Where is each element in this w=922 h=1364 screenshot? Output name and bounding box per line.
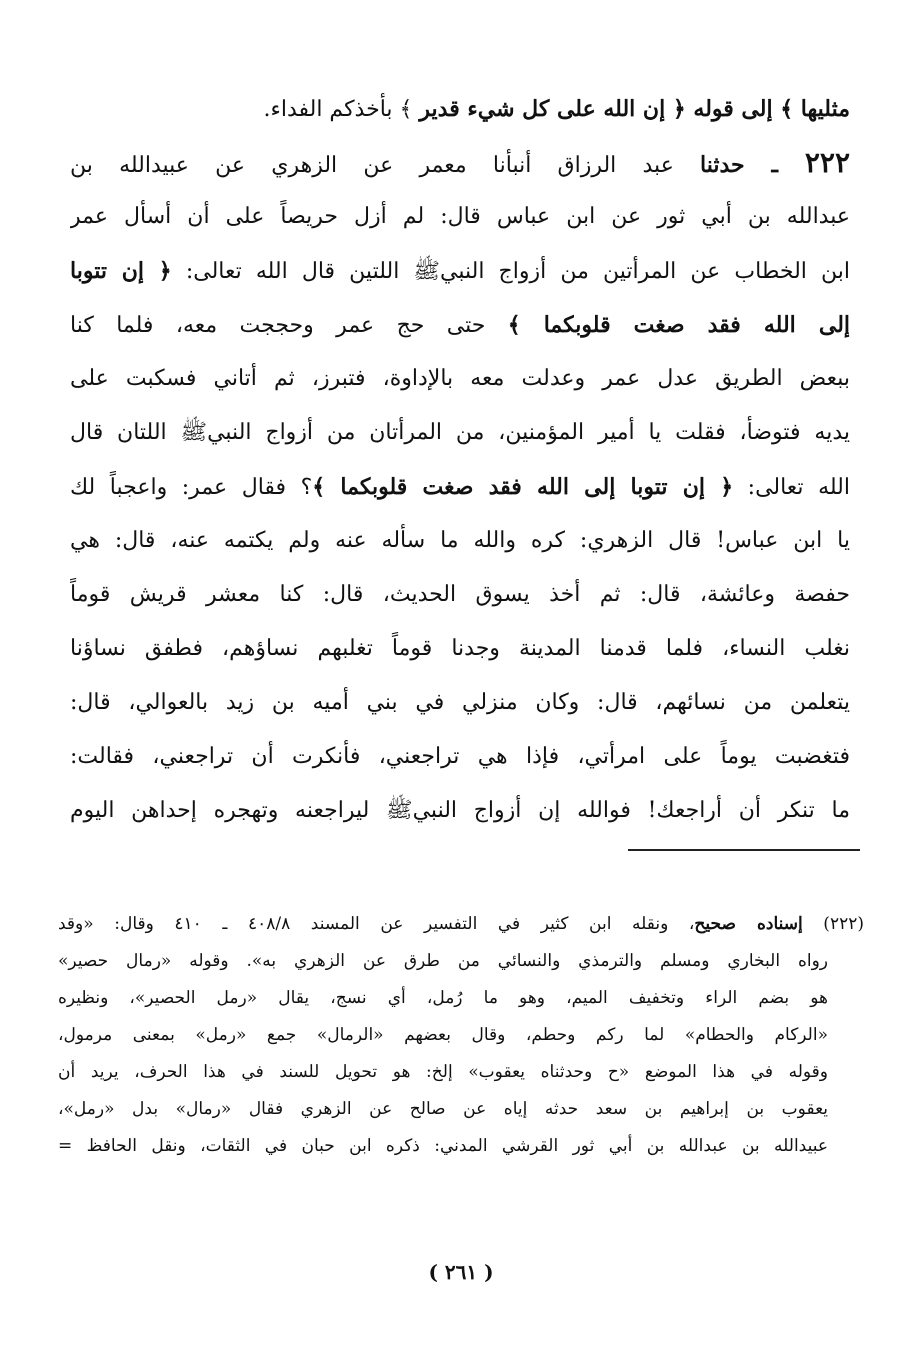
footnote-text: «الركام والحطام» لما ركم وحطم، وقال بعضهم «الرمال» جمع «رمل» بمعنى مرمول،	[58, 1025, 828, 1045]
main-text: ﴾ بأخذكم الفداء.	[263, 97, 420, 122]
footnote-line	[58, 1017, 864, 1054]
main-text: عبدالله بن أبي ثور عن ابن عباس قال: لم أزل حريصاً على أن أسأل عمر	[70, 204, 850, 229]
main-bold-text: مثليها ﴾ إلى قوله ﴿	[665, 96, 850, 122]
main-text: ببعض الطريق عدل عمر وعدلت معه بالإداوة، فتبرز، ثم أتاني فسكبت على	[70, 366, 850, 391]
main-bold-text: ﴿ إن تتوبا إلى الله فقد صغت قلوبكما ﴾	[312, 474, 734, 500]
main-line	[70, 568, 850, 622]
main-text-body	[70, 82, 850, 838]
main-text: عبد الرزاق أنبأنا معمر عن الزهري عن عبيدالله بن	[70, 153, 701, 178]
main-line	[70, 784, 850, 838]
main-line	[70, 352, 850, 406]
main-text: نغلب النساء، فلما قدمنا المدينة وجدنا قوماً تغلبهم نساؤهم، فطفق نساؤنا	[70, 636, 850, 661]
footnote-line	[58, 906, 864, 943]
main-text: فتغضبت يوماً على امرأتي، فإذا هي تراجعني، فأنكرت أن تراجعني، فقالت:	[70, 744, 850, 769]
main-bold-text: ـ حدثنا	[700, 152, 805, 178]
footnote-text: وقوله في هذا الموضع «ح وحدثناه يعقوب» إلخ: هو تحويل للسند في هذا الحرف، يريد أن	[58, 1062, 828, 1082]
footnote-line	[58, 943, 864, 980]
footnote-text: هو بضم الراء وتخفيف الميم، وهو ما رُمل، أي نسج، يقال «رمل الحصير»، ونظيره	[58, 988, 828, 1008]
main-text: ؟ فقال عمر: واعجباً لك	[70, 475, 313, 500]
footnote-line	[58, 980, 864, 1017]
main-line	[70, 136, 850, 190]
footnote-line	[58, 1054, 864, 1091]
main-text: يتعلمن من نسائهم، قال: وكان منزلي في بني أميه بن زيد بالعوالي، قال:	[70, 690, 850, 715]
main-text: يا ابن عباس! قال الزهري: كره والله ما سأله عنه ولم يكتمه عنه، قال: هي	[70, 528, 850, 553]
page-number: ( ٢٦١ )	[428, 1260, 494, 1284]
footnote-text: ، ونقله ابن كثير في التفسير عن المسند ٤٠٨/٨ ـ ٤١٠ وقال: «وقد	[58, 914, 695, 934]
footnote-line	[58, 1128, 864, 1165]
main-line	[70, 676, 850, 730]
main-bold-text: إلى الله فقد صغت قلوبكما ﴾	[507, 312, 850, 338]
hadith-number: ٢٢٢	[804, 146, 850, 179]
main-line	[70, 298, 850, 352]
main-text: حفصة وعائشة، قال: ثم أخذ يسوق الحديث، قال: كنا معشر قريش قوماً	[70, 582, 850, 607]
footnote-line	[58, 1091, 864, 1128]
main-bold-text: ﴿ إن تتوبا	[70, 258, 172, 284]
footnote-text: (٢٢٢)	[802, 914, 864, 934]
footnote-text: رواه البخاري ومسلم والترمذي والنسائي من طرق عن الزهري به». وقوله «رمال حصير»	[58, 951, 828, 971]
main-line	[70, 730, 850, 784]
main-text: ابن الخطاب عن المرأتين من أزواج النبيﷺ اللتين قال الله تعالى:	[171, 259, 850, 284]
footnote-bold-text: إسناده صحيح	[694, 914, 803, 934]
main-text: ما تنكر أن أراجعك! فوالله إن أزواج النبيﷺ ليراجعنه وتهجره إحداهن اليوم	[70, 798, 850, 823]
main-text: الله تعالى:	[733, 475, 850, 500]
main-line	[70, 622, 850, 676]
main-line	[70, 460, 850, 514]
main-line	[70, 514, 850, 568]
main-line	[70, 190, 850, 244]
main-bold-text: إن الله على كل شيء قدير	[419, 96, 666, 122]
main-text: حتى حج عمر وحججت معه، فلما كنا	[70, 313, 508, 338]
main-text: يديه فتوضأ، فقلت يا أمير المؤمنين، من المرأتان من أزواج النبيﷺ اللتان قال	[70, 420, 850, 445]
footnotes-section	[58, 906, 864, 1165]
footnote-text: يعقوب بن إبراهيم بن سعد حدثه إياه عن صالح عن الزهري فقال «رمال» بدل «رمل»،	[58, 1099, 828, 1119]
main-line	[70, 406, 850, 460]
main-line	[70, 82, 850, 136]
footnote-separator	[628, 849, 860, 851]
main-line	[70, 244, 850, 298]
footnote-text: عبيدالله بن عبدالله بن أبي ثور القرشي المدني: ذكره ابن حبان في الثقات، ونقل الحافظ =	[58, 1136, 828, 1156]
